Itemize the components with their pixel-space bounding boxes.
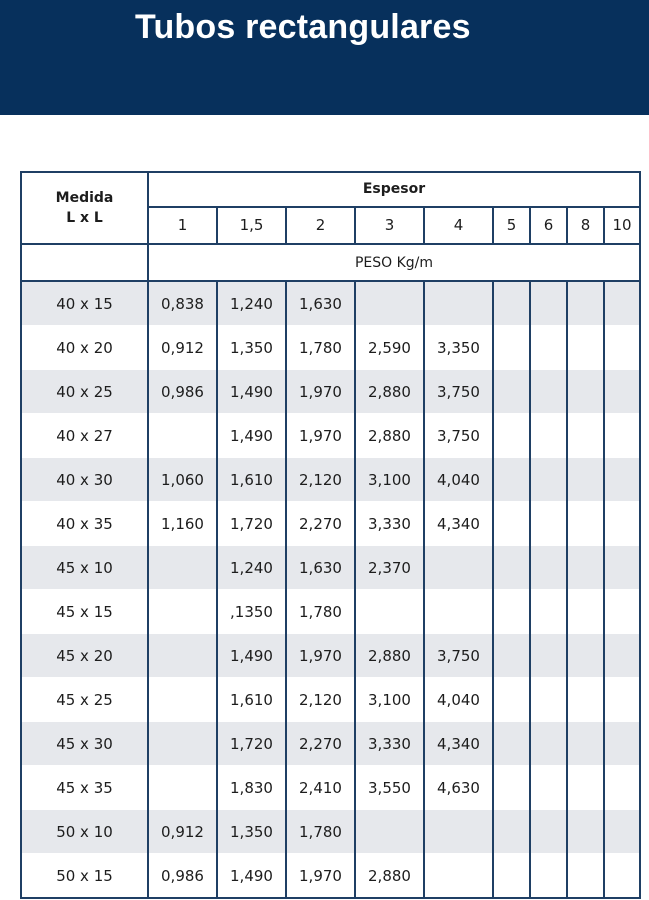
cell-weight — [424, 590, 493, 634]
cell-weight — [148, 590, 217, 634]
table-row — [21, 326, 640, 370]
cell-weight: 0,986 — [148, 854, 217, 899]
cell-weight: 1,830 — [217, 766, 286, 810]
cell-weight — [530, 281, 567, 326]
header-unit-label: PESO Kg/m — [148, 244, 640, 281]
cell-weight: 1,970 — [286, 854, 355, 899]
cell-weight: 1,630 — [286, 546, 355, 590]
cell-weight — [530, 414, 567, 458]
cell-weight: 4,340 — [424, 722, 493, 766]
cell-weight — [493, 502, 530, 546]
cell-weight: 0,912 — [148, 810, 217, 854]
cell-weight — [604, 810, 640, 854]
table-row — [21, 370, 640, 414]
cell-weight — [604, 678, 640, 722]
table-row — [21, 810, 640, 854]
cell-weight — [355, 810, 424, 854]
table-row — [21, 458, 640, 502]
cell-weight: 0,838 — [148, 281, 217, 326]
cell-weight — [604, 634, 640, 678]
cell-weight: 1,490 — [217, 370, 286, 414]
cell-weight — [530, 722, 567, 766]
cell-weight — [604, 502, 640, 546]
cell-weight — [567, 678, 604, 722]
cell-weight — [530, 370, 567, 414]
cell-medida: 40 x 25 — [21, 370, 148, 414]
cell-weight — [567, 326, 604, 370]
cell-weight — [567, 370, 604, 414]
cell-weight — [604, 370, 640, 414]
cell-weight: 1,780 — [286, 326, 355, 370]
cell-weight: 1,350 — [217, 326, 286, 370]
cell-weight — [604, 458, 640, 502]
cell-weight: ,1350 — [217, 590, 286, 634]
cell-weight — [355, 281, 424, 326]
cell-weight — [567, 766, 604, 810]
page-title: Tubos rectangulares — [135, 8, 471, 46]
cell-weight — [604, 414, 640, 458]
header-medida — [21, 172, 148, 244]
cell-weight: 1,490 — [217, 634, 286, 678]
cell-weight: 1,160 — [148, 502, 217, 546]
cell-medida: 45 x 25 — [21, 678, 148, 722]
cell-weight: 1,970 — [286, 370, 355, 414]
cell-weight — [604, 854, 640, 899]
cell-weight: 1,240 — [217, 281, 286, 326]
cell-weight: 4,040 — [424, 678, 493, 722]
cell-weight — [530, 678, 567, 722]
cell-weight: 2,880 — [355, 634, 424, 678]
cell-weight — [530, 634, 567, 678]
cell-weight — [493, 722, 530, 766]
cell-weight — [604, 326, 640, 370]
cell-weight — [424, 854, 493, 899]
cell-weight: 2,880 — [355, 370, 424, 414]
cell-weight: 1,780 — [286, 590, 355, 634]
header-thickness-6: 6 — [530, 207, 567, 244]
table-row — [21, 590, 640, 634]
cell-weight: 2,270 — [286, 502, 355, 546]
cell-weight: 4,340 — [424, 502, 493, 546]
cell-weight: 3,750 — [424, 370, 493, 414]
cell-weight: 1,610 — [217, 678, 286, 722]
cell-weight — [567, 590, 604, 634]
cell-medida: 45 x 20 — [21, 634, 148, 678]
cell-weight — [424, 281, 493, 326]
cell-medida: 45 x 30 — [21, 722, 148, 766]
cell-weight — [493, 326, 530, 370]
cell-weight — [355, 590, 424, 634]
header-thickness-8: 8 — [567, 207, 604, 244]
cell-weight: 2,590 — [355, 326, 424, 370]
table-row — [21, 634, 640, 678]
cell-weight: 2,410 — [286, 766, 355, 810]
cell-weight — [493, 414, 530, 458]
header-thickness-3: 3 — [355, 207, 424, 244]
cell-medida: 40 x 27 — [21, 414, 148, 458]
cell-weight — [493, 634, 530, 678]
cell-weight: 0,912 — [148, 326, 217, 370]
header-thickness-2: 2 — [286, 207, 355, 244]
cell-weight: 2,880 — [355, 414, 424, 458]
cell-weight: 1,720 — [217, 722, 286, 766]
cell-weight — [148, 766, 217, 810]
cell-weight: 1,490 — [217, 854, 286, 899]
cell-weight — [530, 810, 567, 854]
cell-weight — [493, 590, 530, 634]
cell-weight: 1,610 — [217, 458, 286, 502]
cell-weight: 2,270 — [286, 722, 355, 766]
cell-weight — [530, 458, 567, 502]
cell-weight — [148, 414, 217, 458]
cell-weight — [424, 810, 493, 854]
cell-weight — [493, 458, 530, 502]
cell-weight — [604, 546, 640, 590]
cell-weight: 1,970 — [286, 634, 355, 678]
cell-weight: 1,970 — [286, 414, 355, 458]
header-thickness-4: 4 — [424, 207, 493, 244]
cell-medida: 45 x 15 — [21, 590, 148, 634]
cell-weight — [567, 414, 604, 458]
cell-weight — [493, 370, 530, 414]
cell-weight — [530, 590, 567, 634]
cell-weight — [604, 590, 640, 634]
cell-weight — [148, 546, 217, 590]
header-thickness-5: 5 — [493, 207, 530, 244]
header-medida-line2: L x L — [66, 210, 103, 226]
cell-weight: 0,986 — [148, 370, 217, 414]
cell-weight — [567, 502, 604, 546]
cell-weight — [424, 546, 493, 590]
cell-weight — [604, 281, 640, 326]
cell-weight — [604, 722, 640, 766]
cell-weight — [493, 281, 530, 326]
cell-weight — [530, 546, 567, 590]
cell-weight: 3,100 — [355, 458, 424, 502]
table-row — [21, 281, 640, 326]
cell-medida: 40 x 15 — [21, 281, 148, 326]
cell-medida: 50 x 15 — [21, 854, 148, 899]
table-header — [21, 172, 640, 281]
cell-weight: 1,060 — [148, 458, 217, 502]
cell-weight: 2,120 — [286, 678, 355, 722]
cell-weight: 4,040 — [424, 458, 493, 502]
cell-medida: 50 x 10 — [21, 810, 148, 854]
cell-weight: 3,750 — [424, 634, 493, 678]
table-row — [21, 854, 640, 899]
cell-weight: 4,630 — [424, 766, 493, 810]
cell-weight — [530, 854, 567, 899]
cell-weight: 1,780 — [286, 810, 355, 854]
cell-weight: 1,630 — [286, 281, 355, 326]
cell-weight — [148, 634, 217, 678]
cell-weight — [567, 458, 604, 502]
table-row — [21, 766, 640, 810]
cell-weight — [493, 678, 530, 722]
cell-weight — [567, 281, 604, 326]
cell-weight — [567, 546, 604, 590]
header-thickness-10: 10 — [604, 207, 640, 244]
header-empty-cell — [21, 244, 148, 281]
cell-weight: 2,880 — [355, 854, 424, 899]
weight-table-container — [20, 171, 639, 899]
cell-weight — [567, 854, 604, 899]
cell-weight — [148, 722, 217, 766]
header-thickness-1-5: 1,5 — [217, 207, 286, 244]
cell-weight: 3,100 — [355, 678, 424, 722]
cell-medida: 40 x 20 — [21, 326, 148, 370]
cell-weight: 3,350 — [424, 326, 493, 370]
cell-weight: 1,350 — [217, 810, 286, 854]
cell-weight: 3,330 — [355, 502, 424, 546]
cell-weight — [567, 722, 604, 766]
table-row — [21, 502, 640, 546]
cell-medida: 45 x 10 — [21, 546, 148, 590]
cell-weight — [604, 766, 640, 810]
cell-weight: 2,120 — [286, 458, 355, 502]
cell-weight: 3,750 — [424, 414, 493, 458]
cell-weight — [530, 502, 567, 546]
cell-weight — [493, 810, 530, 854]
weight-table — [20, 171, 641, 899]
cell-medida: 45 x 35 — [21, 766, 148, 810]
cell-weight: 2,370 — [355, 546, 424, 590]
cell-medida: 40 x 35 — [21, 502, 148, 546]
cell-weight — [493, 546, 530, 590]
header-espesor: Espesor — [148, 172, 640, 207]
cell-weight: 1,490 — [217, 414, 286, 458]
cell-weight — [567, 810, 604, 854]
table-row — [21, 414, 640, 458]
table-row — [21, 722, 640, 766]
cell-weight — [530, 766, 567, 810]
title-banner — [0, 0, 649, 115]
table-row — [21, 546, 640, 590]
cell-weight — [493, 854, 530, 899]
cell-weight: 3,550 — [355, 766, 424, 810]
header-thickness-1: 1 — [148, 207, 217, 244]
cell-weight — [567, 634, 604, 678]
cell-weight: 1,720 — [217, 502, 286, 546]
table-row — [21, 678, 640, 722]
cell-weight: 1,240 — [217, 546, 286, 590]
cell-weight — [530, 326, 567, 370]
cell-weight — [148, 678, 217, 722]
cell-weight: 3,330 — [355, 722, 424, 766]
header-medida-line1: Medida — [55, 190, 114, 206]
cell-medida: 40 x 30 — [21, 458, 148, 502]
cell-weight — [493, 766, 530, 810]
table-body — [21, 281, 640, 898]
